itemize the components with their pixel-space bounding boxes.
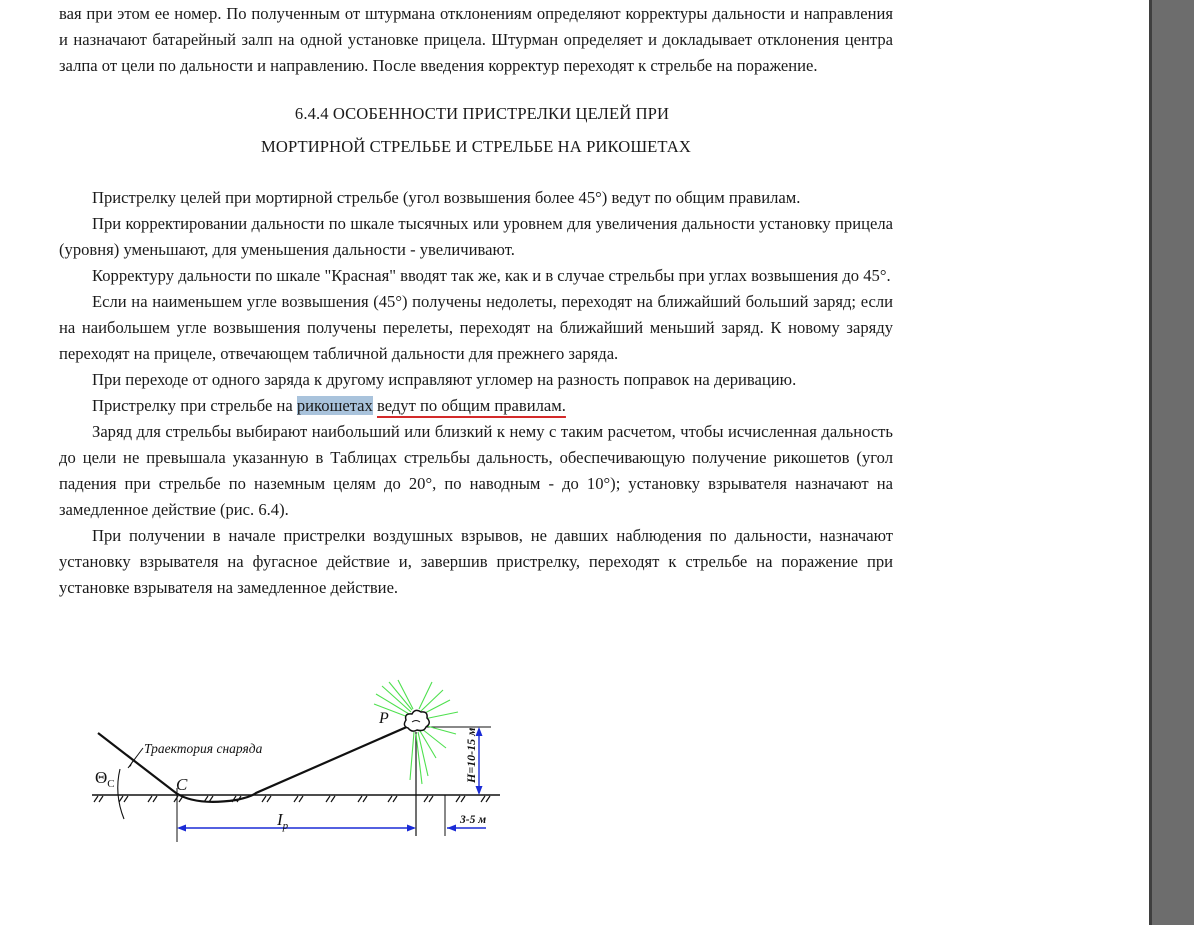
- point-c-label: C: [176, 775, 188, 794]
- trajectory-label: Траектория снаряда: [144, 741, 263, 756]
- top-paragraph: вая при этом ее номер. По полученным от штурмана отклонениям определяют корректуры дальности и направления и назначают батарейный залп на одной установке прицела. Штурман определяет и докладывает отклонения центра залпа от цели по дальности и направлению. После введения корректур переходят к стрельбе на поражение.: [59, 4, 893, 75]
- viewer-background: [1152, 0, 1194, 925]
- page-content: [59, 0, 893, 601]
- theta-label: [95, 768, 115, 790]
- distance-subscript: p: [282, 820, 289, 832]
- section-heading-line1: 6.4.4 ОСОБЕННОСТИ ПРИСТРЕЛКИ ЦЕЛЕЙ ПРИ: [294, 104, 670, 123]
- theta-symbol: Θ: [95, 768, 108, 787]
- theta-subscript: C: [107, 778, 115, 790]
- paragraph-air-bursts: При получении в начале пристрелки воздушных взрывов, не давших наблюдения по дальности, назначают установку взрывателя на фугасное действие и, завершив пристрелку, переходят к стрельбе на поражение при установке взрывателя на замедленное действие.: [59, 526, 893, 597]
- paragraph-correction: При корректировании дальности по шкале тысячных или уровнем для увеличения дальности установку прицела (уровня) уменьшают, для уменьшения дальности - увеличивают.: [59, 214, 893, 259]
- selected-text-highlight[interactable]: рикошетах: [296, 396, 373, 415]
- distance-symbol: I: [277, 810, 283, 829]
- section-heading-line2: МОРТИРНОЙ СТРЕЛЬБЕ И СТРЕЛЬБЕ НА РИКОШЕТАХ: [261, 137, 691, 156]
- paragraph-red-scale: Корректуру дальности по шкале "Красная" вводят так же, как и в случае стрельбы при углах возвышения до 45°.: [92, 266, 891, 285]
- paragraph-ricochet: [59, 393, 893, 419]
- ricochet-text-before: Пристрелку при стрельбе на: [92, 396, 297, 415]
- impact-angle-arc: [118, 769, 124, 819]
- underlined-text: ведут по общим правилам.: [376, 396, 566, 415]
- projectile-trajectory: [98, 726, 409, 802]
- ground-hatching: [94, 796, 490, 802]
- point-p-label: P: [379, 710, 389, 727]
- offset-label: 3-5 м: [460, 814, 487, 826]
- paragraph-mortar: Пристрелку целей при мортирной стрельбе (угол возвышения более 45°) ведут по общим правилам.: [92, 188, 801, 207]
- paragraph-charge-selection: Заряд для стрельбы выбирают наибольший или близкий к нему с таким расчетом, чтобы исчисленная дальность до цели не превышала указанную в Таблицах стрельбы дальность, обеспечивающую получение рикошетов (угол падения при стрельбе по наземным целям до 20°, по наводным - до 10°); установку взрывателя назначают на замедленное действие (рис. 6.4).: [59, 422, 893, 519]
- ricochet-trajectory-figure: [86, 676, 506, 846]
- paragraph-derivation: При переходе от одного заряда к другому исправляют угломер на разность поправок на деривацию.: [92, 370, 797, 389]
- distance-label: [276, 810, 289, 832]
- height-label: H=10-15 м: [464, 727, 478, 783]
- paragraph-charge-change: Если на наименьшем угле возвышения (45°) получены недолеты, переходят на ближайший больший заряд; если на наибольшем угле возвышения получены перелеты, переходят на ближайший меньший заряд. К новому заряду переходят на прицеле, отвечающем табличной дальности для прежнего заряда.: [59, 292, 893, 363]
